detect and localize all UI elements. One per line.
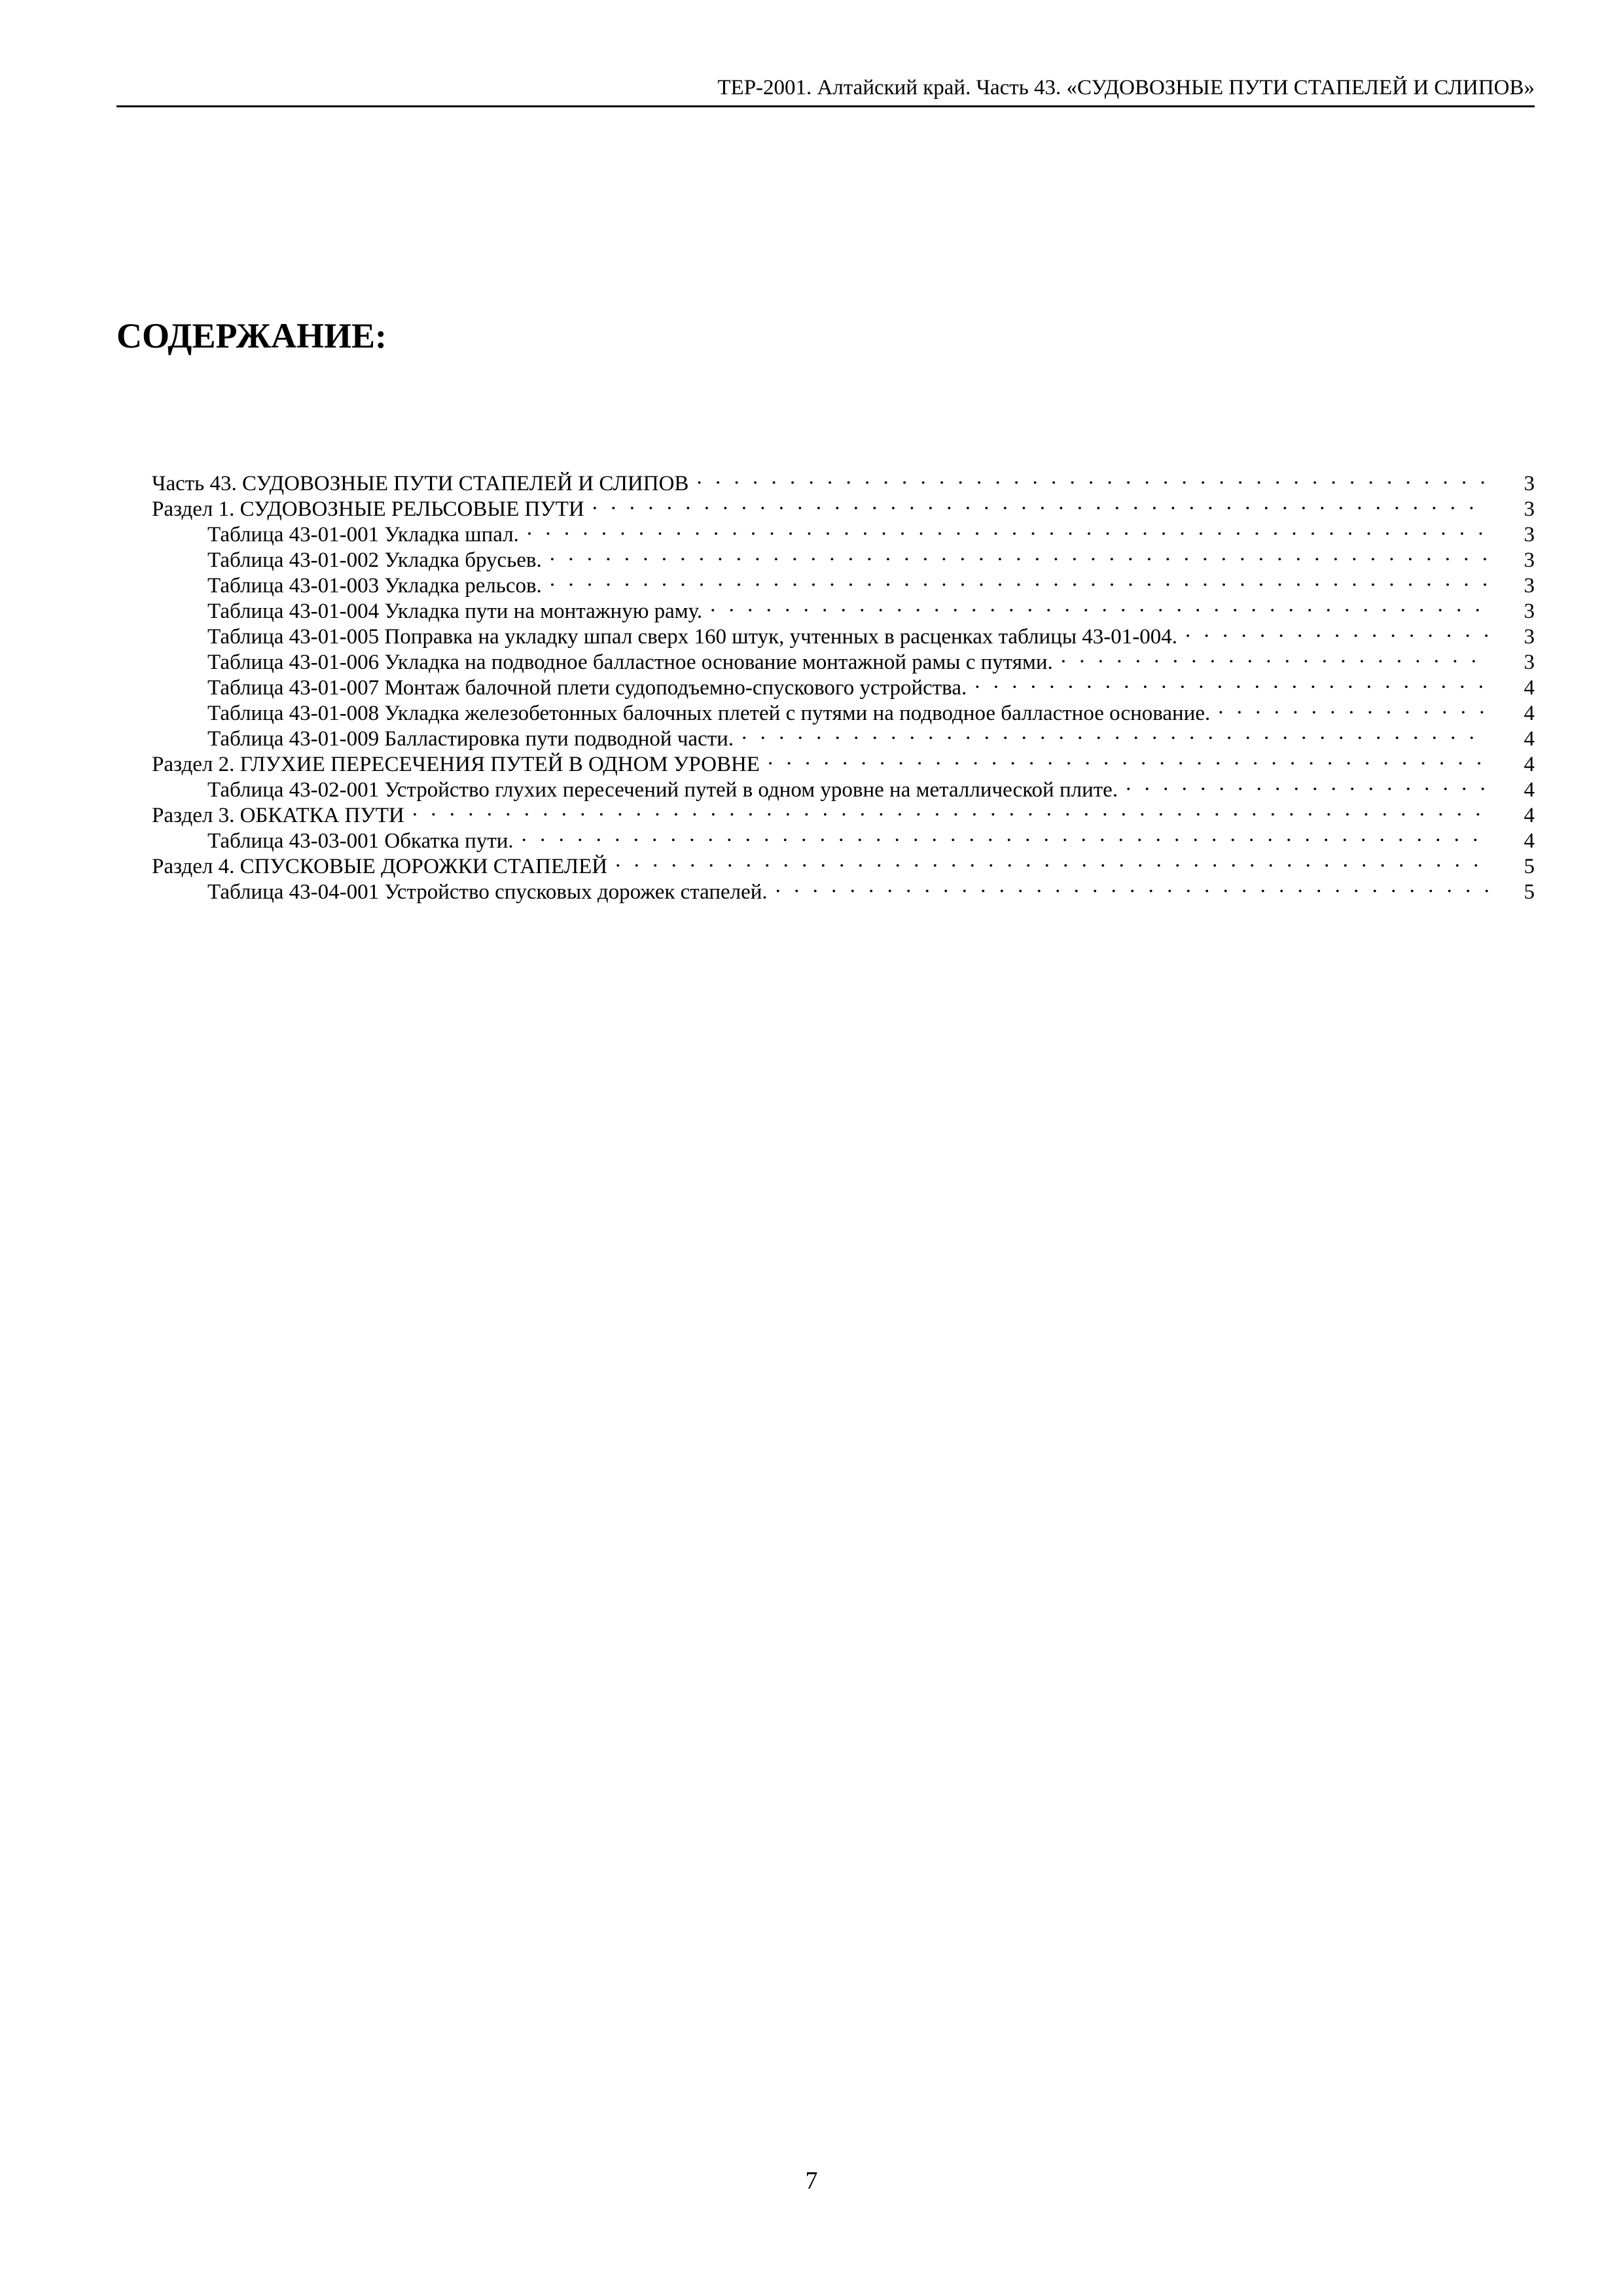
toc-dot-leader bbox=[550, 567, 1489, 592]
toc-entry-label: Раздел 1. СУДОВОЗНЫЕ РЕЛЬСОВЫЕ ПУТИ bbox=[152, 497, 584, 521]
toc-dot-leader bbox=[615, 848, 1489, 873]
toc-entry-page: 4 bbox=[1524, 778, 1535, 802]
toc-dot-leader bbox=[522, 822, 1489, 848]
toc-entry-page: 3 bbox=[1524, 523, 1535, 547]
toc-entry-page: 4 bbox=[1524, 804, 1535, 827]
toc-entry-page: 4 bbox=[1524, 829, 1535, 853]
toc-entry-page: 5 bbox=[1524, 855, 1535, 878]
header-text: ТЕР-2001. Алтайский край. Часть 43. «СУДОВОЗНЫЕ ПУТИ СТАПЕЛЕЙ И СЛИПОВ» bbox=[717, 76, 1535, 99]
toc-entry-page: 4 bbox=[1524, 702, 1535, 725]
table-of-contents bbox=[152, 465, 1535, 904]
toc-dot-leader bbox=[1218, 694, 1489, 720]
toc-dot-leader bbox=[1185, 618, 1489, 643]
toc-dot-leader bbox=[412, 797, 1489, 822]
toc-entry-page: 3 bbox=[1524, 574, 1535, 598]
toc-dot-leader bbox=[776, 873, 1489, 899]
toc-entry-label: Таблица 43-01-006 Укладка на подводное балластное основание монтажной рамы с путями. bbox=[207, 651, 1053, 674]
toc-entry-page: 4 bbox=[1524, 676, 1535, 700]
toc-entry-page: 4 bbox=[1524, 753, 1535, 776]
toc-entry-label: Таблица 43-01-004 Укладка пути на монтажную раму. bbox=[207, 600, 703, 623]
toc-section-entry[interactable] bbox=[152, 465, 1535, 495]
toc-dot-leader bbox=[974, 669, 1489, 694]
toc-dot-leader bbox=[741, 720, 1489, 745]
toc-entry-label: Раздел 2. ГЛУХИЕ ПЕРЕСЕЧЕНИЯ ПУТЕЙ В ОДНОМ УРОВНЕ bbox=[152, 753, 760, 776]
toc-entry-label: Таблица 43-02-001 Устройство глухих пересечений путей в одном уровне на металлической плите. bbox=[207, 778, 1118, 802]
toc-entry-label: Таблица 43-01-009 Балластировка пути подводной части. bbox=[207, 727, 734, 751]
toc-entry-page: 3 bbox=[1524, 600, 1535, 623]
toc-entry-label: Таблица 43-01-002 Укладка брусьев. bbox=[207, 548, 542, 572]
toc-entry-page: 4 bbox=[1524, 727, 1535, 751]
toc-entry-label: Раздел 3. ОБКАТКА ПУТИ bbox=[152, 804, 404, 827]
toc-entry-label: Таблица 43-01-008 Укладка железобетонных балочных плетей с путями на подводное балластное основание. bbox=[207, 702, 1211, 725]
toc-dot-leader bbox=[710, 592, 1489, 618]
toc-entry-label: Таблица 43-01-005 Поправка на укладку шпал сверх 160 штук, учтенных в расценках таблицы 43-01-004. bbox=[207, 625, 1177, 649]
toc-entry-page: 3 bbox=[1524, 651, 1535, 674]
toc-entry-page: 5 bbox=[1524, 880, 1535, 904]
toc-entry-page: 3 bbox=[1524, 497, 1535, 521]
toc-entry-label: Таблица 43-04-001 Устройство спусковых дорожек стапелей. bbox=[207, 880, 768, 904]
toc-entry-label: Таблица 43-01-007 Монтаж балочной плети судоподъемно-спускового устройства. bbox=[207, 676, 967, 700]
toc-entry-page: 3 bbox=[1524, 548, 1535, 572]
toc-entry-page: 3 bbox=[1524, 472, 1535, 495]
toc-entry-label: Раздел 4. СПУСКОВЫЕ ДОРОЖКИ СТАПЕЛЕЙ bbox=[152, 855, 608, 878]
page-header bbox=[116, 73, 1535, 107]
toc-entry-page: 3 bbox=[1524, 625, 1535, 649]
toc-entry-label: Таблица 43-03-001 Обкатка пути. bbox=[207, 829, 514, 853]
toc-dot-leader bbox=[768, 745, 1489, 771]
toc-entry-label: Таблица 43-01-001 Укладка шпал. bbox=[207, 523, 519, 547]
toc-entry-label: Часть 43. СУДОВОЗНЫЕ ПУТИ СТАПЕЛЕЙ И СЛИПОВ bbox=[152, 472, 689, 495]
toc-dot-leader bbox=[1061, 643, 1489, 669]
toc-dot-leader bbox=[550, 541, 1489, 567]
toc-entry-label: Таблица 43-01-003 Укладка рельсов. bbox=[207, 574, 542, 598]
toc-dot-leader bbox=[1126, 771, 1489, 797]
page-title: СОДЕРЖАНИЕ: bbox=[116, 316, 387, 355]
page-number: 7 bbox=[805, 2167, 818, 2195]
toc-dot-leader bbox=[592, 490, 1489, 516]
toc-dot-leader bbox=[527, 516, 1489, 541]
toc-dot-leader bbox=[696, 465, 1489, 490]
